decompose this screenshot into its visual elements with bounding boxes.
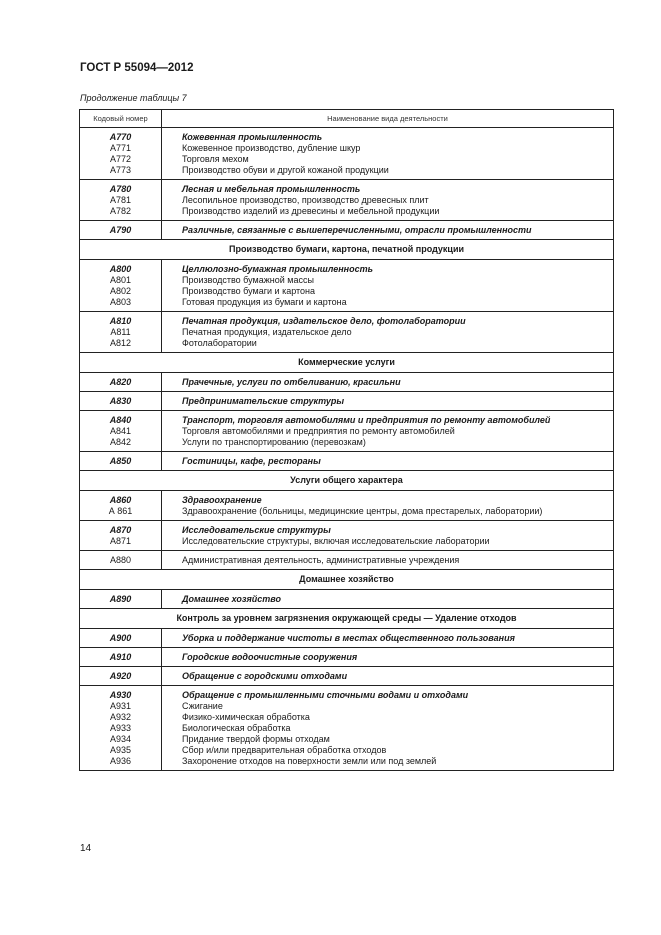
activity-code: А890: [109, 594, 132, 604]
table-row: [80, 373, 614, 392]
activity-code: А772: [109, 154, 132, 164]
activity-name: Сжигание: [182, 701, 223, 711]
activity-group-name: Прачечные, услуги по отбеливанию, красильни: [182, 377, 401, 387]
activity-code: А800: [109, 264, 132, 274]
table-row: [80, 629, 614, 648]
activity-code: А781: [109, 195, 132, 205]
table-row: [80, 392, 614, 411]
code-cell: [80, 260, 162, 312]
activity-name: Готовая продукция из бумаги и картона: [182, 297, 347, 307]
activity-cell: [162, 491, 614, 521]
table-row: [80, 590, 614, 609]
activity-name: Фотолаборатории: [182, 338, 257, 348]
activity-code: А932: [109, 712, 132, 722]
activity-code: А933: [109, 723, 132, 733]
activity-code: А773: [109, 165, 132, 175]
code-cell: [80, 521, 162, 551]
activity-name: Захоронение отходов на поверхности земли или под землей: [182, 756, 437, 766]
section-row: [80, 353, 614, 373]
activity-name: Торговля автомобилями и предприятия по ремонту автомобилей: [182, 426, 455, 436]
activity-name: Придание твердой формы отходам: [182, 734, 330, 744]
activity-cell: [162, 629, 614, 648]
code-cell: [80, 312, 162, 353]
activity-code: А871: [109, 536, 132, 546]
activity-group-name: Городские водоочистные сооружения: [182, 652, 358, 662]
code-cell: [80, 551, 162, 570]
activity-code: А841: [109, 426, 132, 436]
activity-group-name: Предпринимательские структуры: [182, 396, 345, 406]
activity-code: А790: [109, 225, 132, 235]
activity-name: Здравоохранение (больницы, медицинские центры, дома престарелых, лаборатории): [182, 506, 543, 516]
code-cell: [80, 491, 162, 521]
activity-group-name: Домашнее хозяйство: [182, 594, 281, 604]
activity-cell: [162, 180, 614, 221]
activity-cell: [162, 411, 614, 452]
activity-group-name: Различные, связанные с вышеперечисленными, отрасли промышленности: [182, 225, 532, 235]
activity-cell: [162, 667, 614, 686]
code-cell: [80, 452, 162, 471]
activity-name: Лесопильное производство, производство древесных плит: [182, 195, 429, 205]
code-cell: [80, 411, 162, 452]
activity-code: А811: [110, 327, 131, 337]
activity-group-name: Обращение с промышленными сточными водами и отходами: [182, 690, 469, 700]
section-heading: Контроль за уровнем загрязнения окружающей среды — Удаление отходов: [80, 609, 614, 629]
activity-group-name: Обращение с городскими отходами: [182, 671, 348, 681]
section-heading: Производство бумаги, картона, печатной продукции: [80, 240, 614, 260]
activity-code: А771: [109, 143, 132, 153]
activity-code: А840: [109, 415, 132, 425]
activity-cell: [162, 373, 614, 392]
activity-group-name: Целлюлозно-бумажная промышленность: [182, 264, 373, 274]
section-heading: Коммерческие услуги: [80, 353, 614, 373]
activity-cell: [162, 551, 614, 570]
table-row: [80, 180, 614, 221]
activity-name: Печатная продукция, издательское дело: [182, 327, 352, 337]
table-row: [80, 521, 614, 551]
activity-codes-table: [79, 109, 614, 771]
activity-code: А935: [109, 745, 132, 755]
activity-code: А802: [109, 286, 132, 296]
activity-name: Сбор и/или предварительная обработка отходов: [182, 745, 387, 755]
section-heading: Домашнее хозяйство: [80, 570, 614, 590]
table-row: [80, 648, 614, 667]
activity-code: А880: [109, 555, 132, 565]
activity-cell: [162, 686, 614, 771]
activity-code: А910: [109, 652, 132, 662]
document-title: ГОСТ Р 55094—2012: [80, 62, 194, 74]
activity-name: Биологическая обработка: [182, 723, 291, 733]
activity-name: Исследовательские структуры, включая исследовательские лаборатории: [182, 536, 490, 546]
activity-name: Производство бумажной массы: [182, 275, 314, 285]
table-row: [80, 491, 614, 521]
section-row: [80, 240, 614, 260]
table-row: [80, 411, 614, 452]
activity-code: А842: [109, 437, 132, 447]
activity-group-name: Уборка и поддержание чистоты в местах общественного пользования: [182, 633, 515, 643]
table-row: [80, 667, 614, 686]
activity-code: А812: [109, 338, 132, 348]
activity-code: А870: [109, 525, 132, 535]
code-cell: [80, 180, 162, 221]
activity-code: А934: [109, 734, 132, 744]
activity-code: А 861: [108, 506, 133, 516]
activity-code: А803: [109, 297, 132, 307]
activity-cell: [162, 648, 614, 667]
table-row: [80, 551, 614, 570]
activity-code: А810: [109, 316, 132, 326]
column-header-activity: Наименование вида деятельности: [162, 110, 614, 128]
activity-code: А780: [109, 184, 132, 194]
section-row: [80, 609, 614, 629]
code-cell: [80, 392, 162, 411]
activity-cell: [162, 128, 614, 180]
activity-name: Кожевенное производство, дубление шкур: [182, 143, 361, 153]
table-header-row: [80, 110, 614, 128]
activity-code: А850: [109, 456, 132, 466]
activity-name: Производство изделий из древесины и мебельной продукции: [182, 206, 440, 216]
code-cell: [80, 667, 162, 686]
activity-group-name: Печатная продукция, издательское дело, фотолаборатории: [182, 316, 466, 326]
activity-name: Торговля мехом: [182, 154, 249, 164]
activity-code: А931: [109, 701, 132, 711]
activity-code: А770: [109, 132, 132, 142]
activity-name: Физико-химическая обработка: [182, 712, 310, 722]
table-body: [80, 128, 614, 771]
activity-code: А820: [109, 377, 132, 387]
activity-name: Административная деятельность, административные учреждения: [182, 555, 460, 565]
activity-group-name: Лесная и мебельная промышленность: [182, 184, 361, 194]
table-caption: Продолжение таблицы 7: [80, 93, 187, 103]
column-header-code: Кодовый номер: [80, 110, 162, 128]
activity-group-name: Кожевенная промышленность: [182, 132, 323, 142]
table-row: [80, 221, 614, 240]
activity-group-name: Исследовательские структуры: [182, 525, 331, 535]
activity-code: А920: [109, 671, 132, 681]
activity-cell: [162, 392, 614, 411]
activity-name: Производство обуви и другой кожаной продукции: [182, 165, 389, 175]
activity-cell: [162, 312, 614, 353]
table-row: [80, 312, 614, 353]
activity-cell: [162, 590, 614, 609]
activity-cell: [162, 452, 614, 471]
activity-code: А930: [109, 690, 132, 700]
page-number: 14: [80, 843, 92, 854]
activity-name: Производство бумаги и картона: [182, 286, 316, 296]
table-row: [80, 260, 614, 312]
activity-code: А936: [109, 756, 132, 766]
table-row: [80, 686, 614, 771]
activity-group-name: Здравоохранение: [182, 495, 262, 505]
section-heading: Услуги общего характера: [80, 471, 614, 491]
activity-code: А801: [109, 275, 132, 285]
activity-cell: [162, 260, 614, 312]
code-cell: [80, 629, 162, 648]
code-cell: [80, 221, 162, 240]
activity-code: А782: [109, 206, 132, 216]
code-cell: [80, 590, 162, 609]
activity-code: А900: [109, 633, 132, 643]
code-cell: [80, 128, 162, 180]
activity-code: А830: [109, 396, 132, 406]
activity-cell: [162, 521, 614, 551]
activity-code: А860: [109, 495, 132, 505]
section-row: [80, 471, 614, 491]
code-cell: [80, 648, 162, 667]
activity-name: Услуги по транспортированию (перевозкам): [182, 437, 366, 447]
activity-group-name: Гостиницы, кафе, рестораны: [182, 456, 321, 466]
code-cell: [80, 373, 162, 392]
section-row: [80, 570, 614, 590]
table-row: [80, 452, 614, 471]
activity-cell: [162, 221, 614, 240]
activity-group-name: Транспорт, торговля автомобилями и предприятия по ремонту автомобилей: [182, 415, 551, 425]
table-row: [80, 128, 614, 180]
code-cell: [80, 686, 162, 771]
